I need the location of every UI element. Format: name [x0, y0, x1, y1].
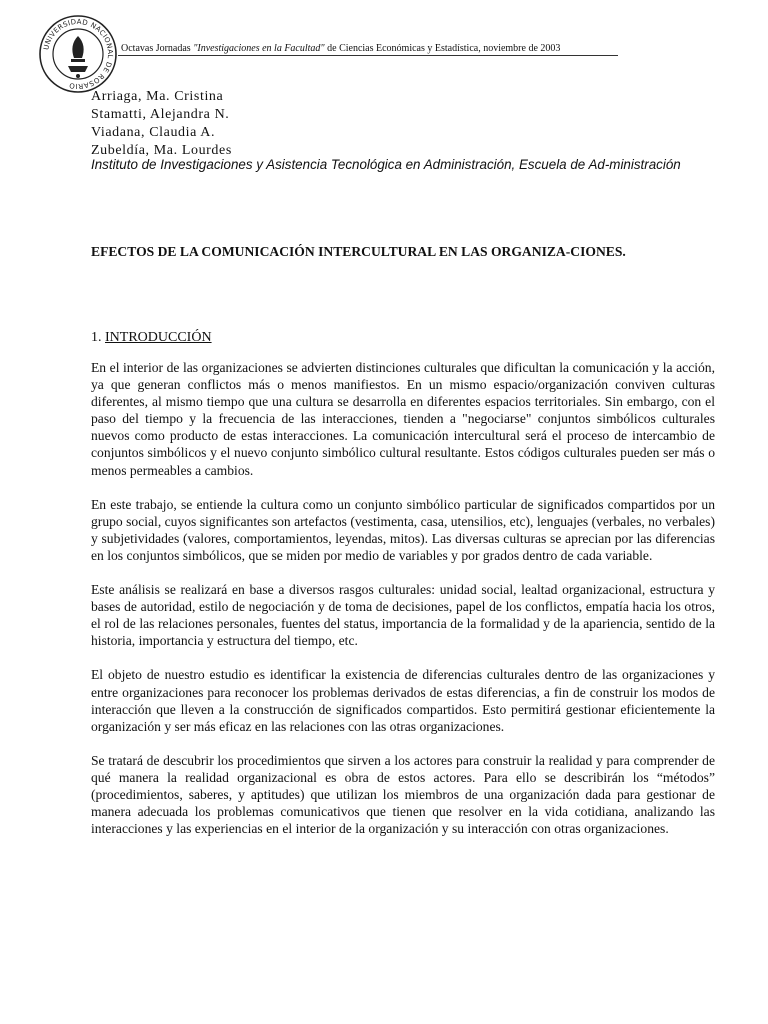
- conference-header: [121, 43, 560, 55]
- header-divider: [118, 55, 618, 56]
- header-italic-title: "Investigaciones en la Facultad": [193, 43, 325, 54]
- body-paragraph: En este trabajo, se entiende la cultura como un conjunto simbólico particular de significados compartidos por un grupo social, cuyos significantes son artefactos (vestimenta, casa, utensilios, etc), lenguajes (verbales, no verbales) y subjetividades (valores, comportamientos, leyendas, mitos). Las diversas culturas se aprecian por las diferencias en los conjuntos simbólicos, que se miden por medio de variables y por grados dentro de cada variable.: [91, 496, 715, 563]
- university-seal-logo: [38, 14, 118, 94]
- author-name: Viadana, Claudia A.: [91, 125, 216, 140]
- svg-text:UNIVERSIDAD NACIONAL DE ROSARI: UNIVERSIDAD NACIONAL DE ROSARIO: [42, 17, 115, 91]
- author-name: Stamatti, Alejandra N.: [91, 107, 230, 122]
- author-name: Arriaga, Ma. Cristina: [91, 89, 224, 104]
- section-number: 1.: [91, 330, 105, 345]
- paper-title: EFECTOS DE LA COMUNICACIÓN INTERCULTURAL EN LAS ORGANIZA-CIONES.: [91, 244, 626, 259]
- section-name: INTRODUCCIÓN: [105, 330, 212, 345]
- section-heading: [91, 329, 212, 347]
- author-name: Zubeldía, Ma. Lourdes: [91, 143, 232, 158]
- body-paragraph: Este análisis se realizará en base a diversos rasgos culturales: unidad social, lealtad organizacional, estructura y bases de autoridad, estilo de negociación y de toma de decisiones, papel de los conflictos, empatía hacia los otros, el rol de las relaciones personales, fuentes del status, importancia de la formalidad y de la apariencia, sentido de la historia, importancia y estructura del tiempo, etc.: [91, 582, 715, 649]
- author-list: [91, 88, 232, 160]
- body-paragraph: Se tratará de descubrir los procedimientos que sirven a los actores para construir la realidad y para comprender de qué manera la realidad organizacional es obra de estos actores. Para ello se describirán los “métodos” (procedimientos, saberes, y aptitudes) que utilizan los miembros de una organización dada para gestionar de manera adecuada los problemas comunicativos que tienen que resolver en la vida cotidiana, analizando las interacciones y las experiencias en el interior de la organización y su interacción con otras organizaciones.: [91, 752, 715, 837]
- header-suffix: de Ciencias Económicas y Estadística, noviembre de 2003: [324, 43, 561, 54]
- body-text: [91, 359, 715, 854]
- body-paragraph: En el interior de las organizaciones se advierten distinciones culturales que dificultan la comunicación y la acción, ya que generan conflictos más o menos manifiestos. En un mismo espacio/organización conviven culturas diferentes, al mismo tiempo que una cultura se desarrolla en diferentes espacios territoriales. Sin embargo, con el paso del tiempo y la frecuencia de las interacciones, tienden a "negociarse" conjuntos simbólicos culturales nuevos como producto de estas interacciones. La comunicación intercultural será el proceso de intercambio de conjuntos simbólicos y el nuevo conjunto simbólico cultural resultante. Estos códigos culturales pueden ser más o menos permeables a cambios.: [91, 360, 715, 478]
- header-prefix: Octavas Jornadas: [121, 43, 194, 54]
- institution-affiliation: Instituto de Investigaciones y Asistencia Tecnológica en Administración, Escuela de Ad-ministración: [91, 157, 681, 172]
- body-paragraph: El objeto de nuestro estudio es identificar la existencia de diferencias culturales dentro de las organizaciones y entre organizaciones para reconocer los problemas derivados de estas diferencias, a fin de construir los modos de interacción que lleven a la construcción de significados compartidos. Esto permitirá gestionar eficientemente la organización y ser más eficaz en las relaciones con las otras organizaciones.: [91, 667, 715, 734]
